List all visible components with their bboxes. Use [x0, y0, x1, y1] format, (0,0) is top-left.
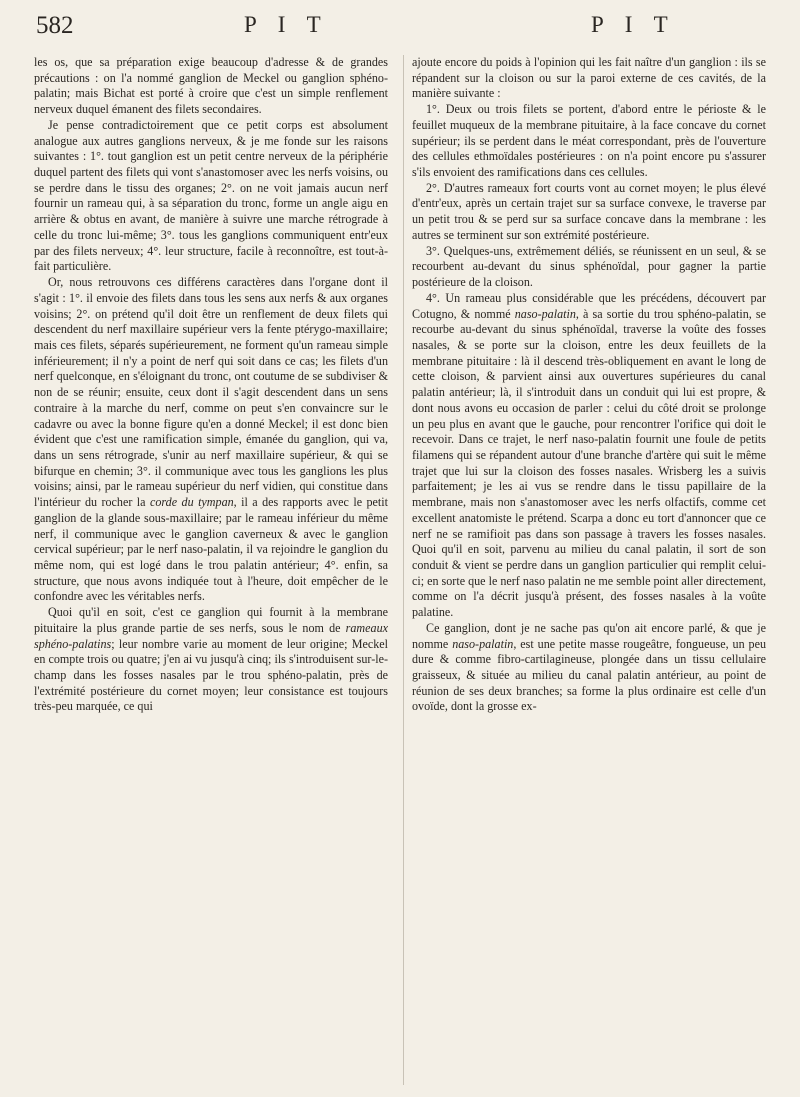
paragraph: ajoute encore du poids à l'opinion qui les fait naître d'un ganglion : ils se répandent sur la cloison ou sur la paroi externe de ces cavités, de la manière suivante :: [412, 55, 766, 101]
column-divider: [403, 55, 404, 1085]
paragraph: Je pense contradictoirement que ce petit corps est absolument analogue aux autres ganglions nerveux, & je me fonde sur les raisons suivantes : 1°. tout ganglion est un petit centre nerveux de la périphérie duquel partent des filets qui vont s'anastomoser avec les nerfs voisins, ou se perdre dans le tissu des organes; 2°. on ne voit jamais aucun nerf fournir un rameau qui, à sa séparation du tronc, forme un angle aigu en arrière & obtus en avant, de manière à suivre une marche rétrograde à celle du tronc lui-même; 3°. tous les ganglions communiquent entr'eux par des filets nerveux; 4°. leur structure, facile à reconnoître, est tout-à-fait particulière.: [34, 117, 388, 274]
paragraph: 1°. Deux ou trois filets se portent, d'abord entre le périoste & le feuillet muqueux de la membrane pituitaire, à la face concave du cornet supérieur; ils se perdent dans le méat correspondant, près de l'ouverture des cellules ethmoïdales postérieures : on n'a point encore pu s'assurer s'ils envoient des ramifications dans ces cellules.: [412, 102, 766, 180]
paragraph: Or, nous retrouvons ces différens caractères dans l'organe dont il s'agit : 1°. il envoie des filets dans tous les sens aux nerfs & aux organes voisins; 2°. on prétend qu'il doit être un renflement de deux filets qui descendent du nerf maxillaire supérieur vers la fente ptérygo-maxillaire; mais ces filets, séparés supérieurement, ne forment qu'un rameau simple inférieurement; il n'y a point de nerf qui soit dans ce cas; les filets d'un nerf quelconque, en s'éloignant du tronc, ont coutume de se subdiviser & non de se réunir; ensuite, ceux dont il s'agit descendent dans un sens contraire à la marche du nerf, comme on peut s'en convaincre sur le cadavre ou avec la bonne figure qu'en a donné Meckel; il est donc bien évident que c'est une ramification simple, émanée du ganglion, qui va, dans un sens rétrograde, s'unir au nerf maxillaire supérieur, & qui se bifurque en chemin; 3°. il communique avec tous les ganglions les plus voisins; ainsi, par le rameau supérieur du nerf vidien, qui constitue dans l'intérieur du rocher la corde du tympan, il a des rapports avec le petit ganglion de la glande sous-maxillaire; par le rameau inférieur du même nerf, il communique avec le ganglion caverneux & avec le ganglion cervical supérieur; par le nerf naso-palatin, il va rejoindre le ganglion du même nom, qui est logé dans le trou palatin antérieur; 4°. enfin, sa structure, que nous avons indiquée tout à l'heure, doit empêcher de le confondre avec les véritables nerfs.: [34, 275, 388, 604]
paragraph: Quoi qu'il en soit, c'est ce ganglion qui fournit à la membrane pituitaire la plus grande partie de ses nerfs, sous le nom de rameaux sphéno-palatins; leur nombre varie au moment de leur origine; Meckel en compte trois ou quatre; j'en ai vu jusqu'à cinq; ils s'introduisent sur-le-champ dans les fosses nasales par le trou sphéno-palatin, près de l'extrémité postérieure du cornet moyen; leur consistance est toujours très-peu marquée, ce qui: [34, 605, 388, 714]
italic-term: rameaux sphéno-palatins: [34, 620, 388, 651]
paragraph: les os, que sa préparation exige beaucoup d'adresse & de grandes précautions : on l'a nommé ganglion de Meckel ou ganglion sphéno-palatin; mais Bichat est porté à croire que c'est un simple renflement nerveux duquel émanent des filets secondaires.: [34, 55, 388, 117]
paragraph: Ce ganglion, dont je ne sache pas qu'on ait encore parlé, & que je nomme naso-palatin, est une petite masse rougeâtre, fongueuse, un peu dure & comme fibro-cartilagineuse, plongée dans un tissu cellulaire graisseux, & située au milieu du canal palatin antérieur, au point de réunion de ses deux branches; sa forme la plus ordinaire est celle d'un ovoïde, dont la grosse ex-: [412, 620, 766, 714]
header-right-title: P I T: [591, 12, 676, 37]
italic-term: corde du tympan: [150, 495, 234, 510]
italic-term: naso-palatin: [452, 636, 514, 651]
left-column: [34, 55, 388, 1085]
running-header: [36, 12, 770, 52]
italic-term: naso-palatin: [514, 306, 576, 321]
right-column: [412, 55, 766, 1085]
paragraph: 2°. D'autres rameaux fort courts vont au cornet moyen; le plus élevé d'entr'eux, après un certain trajet sur sa surface convexe, le traverse par un petit trou & se perd sur sa surface concave dans la membrane : les autres se terminent sur son extrémité postérieure.: [412, 180, 766, 242]
page-number: 582: [36, 12, 74, 39]
paragraph: 3°. Quelques-uns, extrêmement déliés, se réunissent en un seul, & se recourbent au-devant du sinus sphénoïdal, pour gagner la partie postérieure de la cloison.: [412, 243, 766, 290]
paragraph: 4°. Un rameau plus considérable que les précédens, découvert par Cotugno, & nommé naso-palatin, à sa sortie du trou sphéno-palatin, se recourbe au-devant du sinus sphénoïdal, traverse la voûte des fosses nasales, & se porte sur la cloison, entre les deux feuillets de la membrane pituitaire : là il descend très-obliquement en avant le long de cette cloison, & parvient ainsi aux ouvertures supérieures du canal palatin antérieur; là, il s'introduit dans un conduit qui lui est propre, & dont nous avons eu occasion de parler : celui du côté droit se prolonge un peu plus en avant que le gauche, pour rencontrer l'orifice qui doit le recevoir. Dans ce trajet, le nerf naso-palatin fournit une foule de petits filamens qui se répandent autour d'une branche d'artère qui suit le même trajet que lui sur la cloison des fosses nasales. Wrisberg les a suivis parfaitement; je les ai vus se rendre dans le tissu papillaire de la membrane, mais non s'anastomoser avec les nerfs olfactifs, comme cet excellent anatomiste le prétend. Scarpa a donc eu tort d'annoncer que ce nerf ne se ramifioit pas dans son passage à travers les fosses nasales. Quoi qu'il en soit, parvenu au milieu du canal palatin, il sort de son conduit & vient se perdre dans un ganglion particulier qui remplit celui-ci; en sorte que le nerf naso palatin ne me semble point aller directement, comme on l'a décrit jusqu'à présent, des fosses nasales à la voûte palatine.: [412, 290, 766, 620]
header-left-title: P I T: [244, 12, 329, 37]
